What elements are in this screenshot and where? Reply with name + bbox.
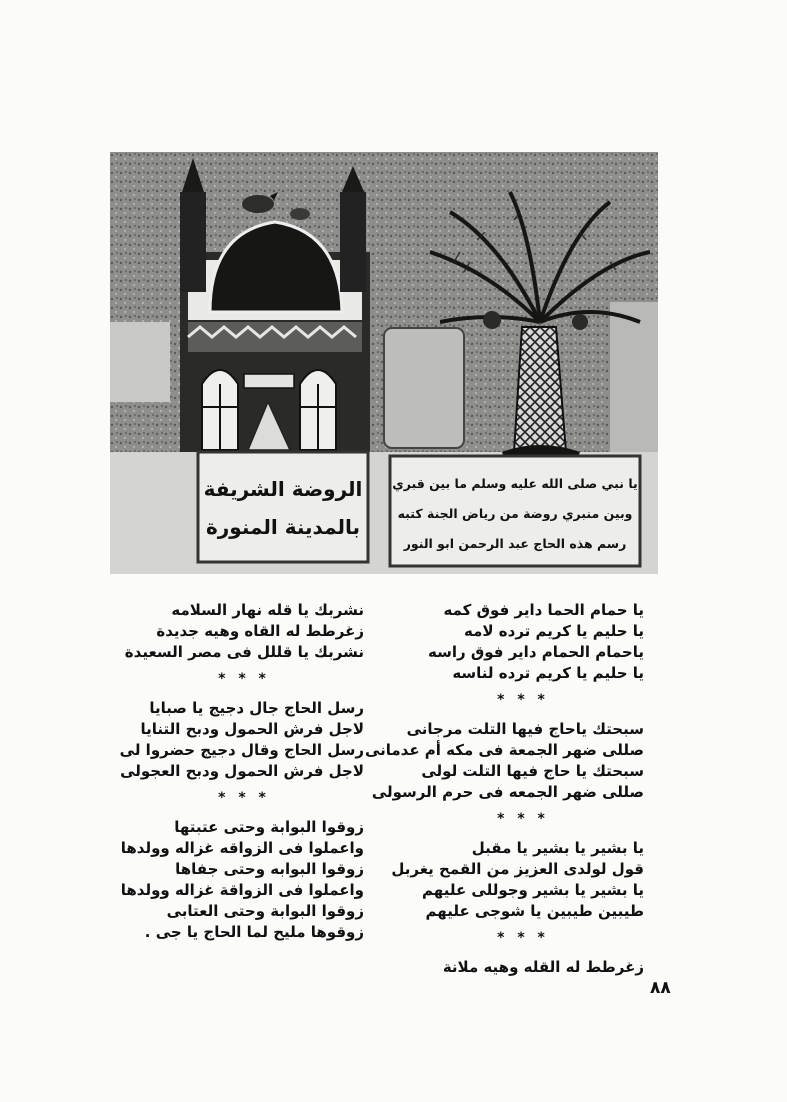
verse-line: قول لولدى العزيز من القمح يغربل bbox=[391, 860, 644, 878]
verse-line: يا حمام الحما داير فوق كمه bbox=[443, 601, 644, 619]
stanza-separator: * * * bbox=[497, 692, 549, 708]
verse-line: زوقوا البوابه وحتى جفاها bbox=[175, 860, 364, 878]
banner-right-line-3: رسم هذه الحاج عبد الرحمن ابو النور bbox=[403, 536, 627, 551]
mural-illustration bbox=[110, 152, 658, 574]
verse-line: طيبين طيبين يا شوجى عليهم bbox=[425, 902, 644, 920]
banner-left-line-1: الروضة الشريفة bbox=[203, 477, 363, 501]
right-stanza-4 bbox=[402, 957, 644, 978]
verse-line: سبحتك ياحاج فيها التلت مرجانى bbox=[406, 720, 644, 738]
verse-line: لاجل فرش الحمول ودبح التنايا bbox=[140, 720, 364, 738]
mural-photograph bbox=[110, 152, 658, 574]
verse-line: يا حليم يا كريم ترده لامه bbox=[464, 622, 644, 640]
verse-line: رسل الحاج جال دجيج يا صبايا bbox=[149, 699, 364, 717]
banner-right-line-2: وبين منبري روضة من رياض الجنة كتبه bbox=[397, 506, 633, 521]
verse-line: نشربك يا قله نهار السلامه bbox=[171, 601, 364, 619]
banner-right-line-1: يا نبي صلى الله عليه وسلم ما بين قبري bbox=[392, 476, 638, 491]
verse-line: يا حليم يا كريم ترده لناسه bbox=[452, 664, 644, 682]
left-poem-column bbox=[119, 600, 364, 943]
verse-line: زوقوا البوابة وحتى العتابى bbox=[166, 902, 364, 920]
right-stanza-1 bbox=[402, 600, 644, 684]
verse-line: صللى ضهر الجمعة فى مكه أم عدمانى bbox=[364, 741, 644, 759]
stanza-separator: * * * bbox=[497, 930, 549, 946]
verse-line: واعملوا فى الزواقه غزاله وولدها bbox=[120, 839, 364, 857]
verse-line: زغرطط له القاه وهيه جديدة bbox=[156, 622, 364, 640]
verse-line: يا بشير يا بشير وجوللى عليهم bbox=[422, 881, 644, 899]
banner-left-frame bbox=[198, 452, 368, 562]
verse-line: ياحمام الحمام داير فوق راسه bbox=[428, 643, 644, 661]
right-poem-column bbox=[364, 600, 644, 978]
verse-line: زوقوا البوابة وحتى عتبتها bbox=[174, 818, 364, 836]
banner-left-line-2: بالمدينة المنورة bbox=[205, 515, 361, 539]
verse-line: لاجل فرش الحمول ودبح العجولى bbox=[120, 762, 364, 780]
verse-line: نشربك يا قللل فى مصر السعيدة bbox=[124, 643, 364, 661]
verse-line: رسل الحاج وقال دجيج حضروا لى bbox=[119, 741, 364, 759]
verse-line: سبحتك يا حاج فيها التلت لولى bbox=[421, 762, 644, 780]
page-number: ٨٨ bbox=[650, 978, 671, 998]
stanza-separator: * * * bbox=[218, 790, 270, 806]
left-stanza-3 bbox=[120, 817, 364, 943]
right-stanza-3 bbox=[391, 838, 644, 922]
verse-line: واعملوا فى الزواقة غزاله وولدها bbox=[120, 881, 364, 899]
left-stanza-1 bbox=[124, 600, 364, 663]
verse-line: صللى ضهر الجمعه فى حرم الرسولى bbox=[371, 783, 644, 801]
verse-line: يا بشير يا بشير يا مقبل bbox=[471, 839, 644, 857]
verse-line: زوقوها مليح لما الحاج يا جى . bbox=[144, 923, 364, 941]
left-stanza-2 bbox=[119, 698, 364, 782]
right-stanza-2 bbox=[364, 719, 644, 803]
stanza-separator: * * * bbox=[497, 811, 549, 827]
verse-line: زغرطط له القله وهيه ملانة bbox=[442, 958, 644, 976]
stanza-separator: * * * bbox=[218, 671, 270, 687]
